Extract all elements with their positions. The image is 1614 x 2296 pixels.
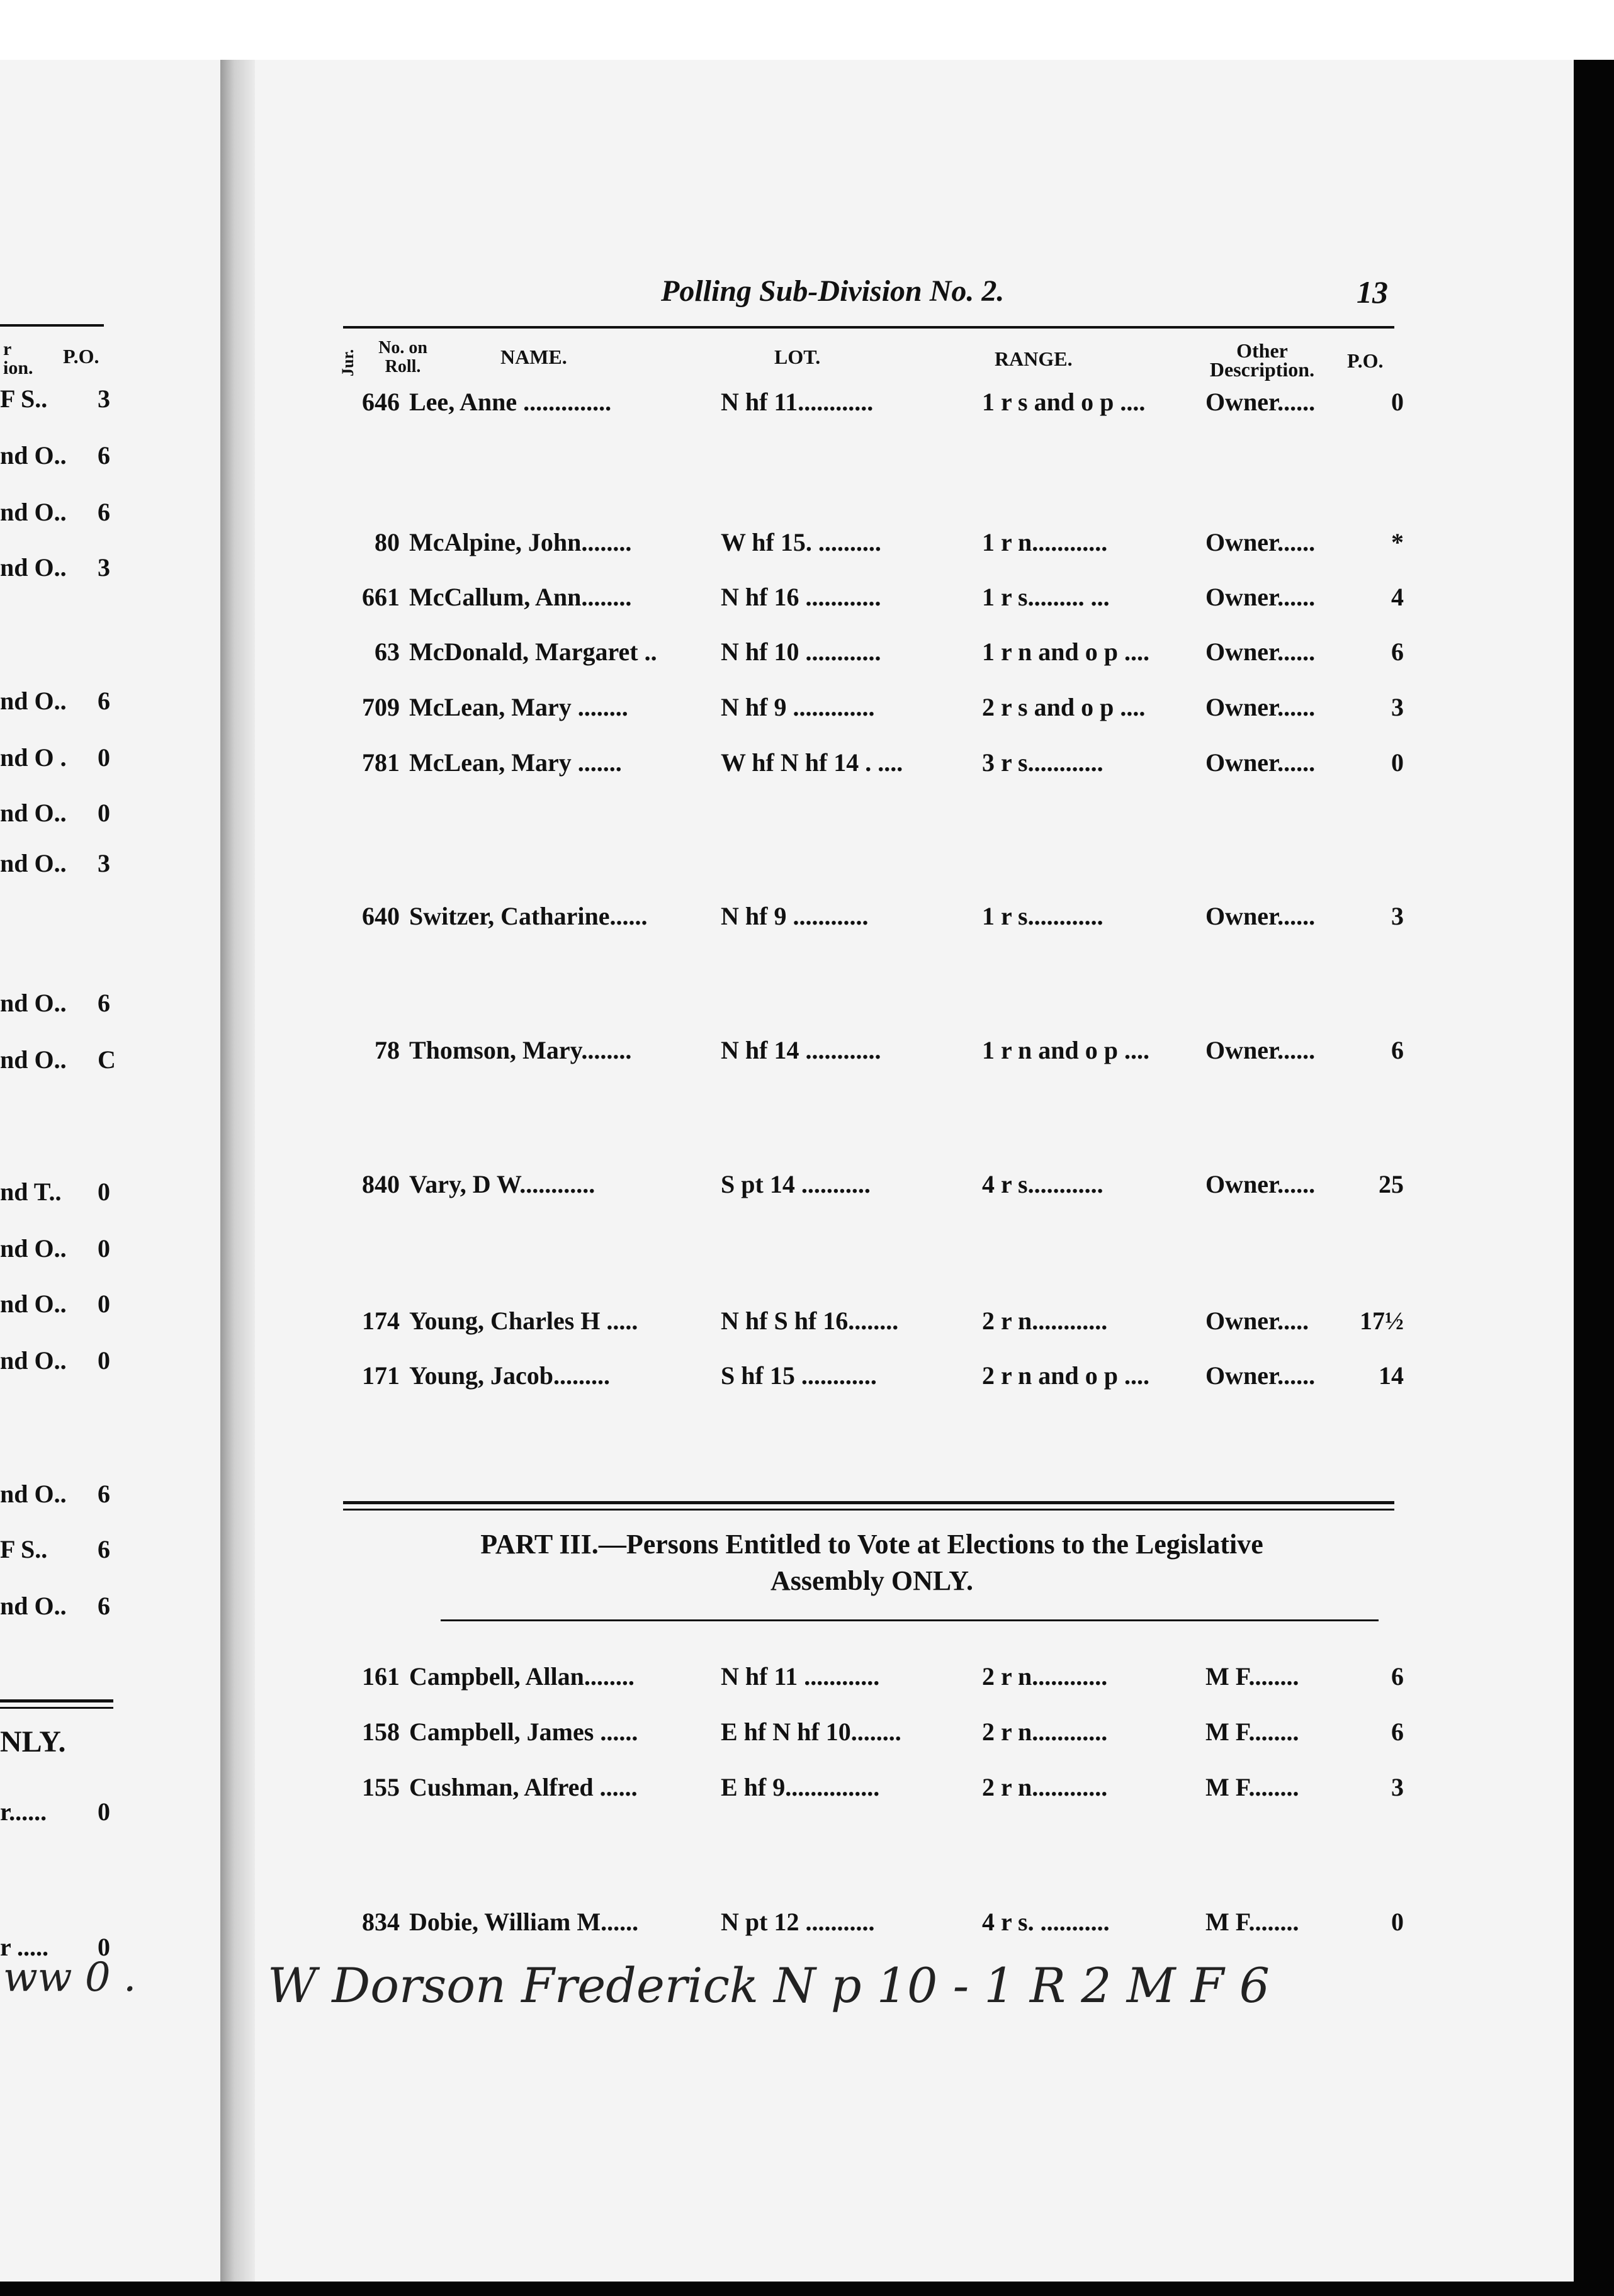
table-row [340, 1306, 1404, 1344]
left-row-text: nd O . [0, 743, 67, 772]
page-number: 13 [1357, 274, 1388, 310]
range: 4 r s............ [982, 1170, 1103, 1198]
lot: W hf N hf 14 . .... [721, 748, 903, 777]
left-row-po: 6 [98, 498, 110, 526]
left-row [0, 384, 110, 414]
left-row-po: 0 [98, 1290, 110, 1318]
left-row-po: 0 [98, 1346, 110, 1375]
left-row [0, 848, 110, 878]
po-number: 6 [1391, 638, 1404, 666]
column-name: NAME. [500, 346, 567, 368]
left-row [0, 1725, 66, 1759]
po-number: 6 [1391, 1036, 1404, 1064]
left-row-text: nd O.. [0, 1234, 67, 1263]
table-row [340, 1169, 1404, 1207]
roll-number: 78 [375, 1036, 400, 1064]
roll-number: 646 [362, 388, 400, 416]
left-row-po: 0 [98, 1234, 110, 1263]
column-po: P.O. [1347, 349, 1384, 372]
range: 1 r s......... ... [982, 583, 1110, 611]
other-description: Owner...... [1205, 748, 1316, 777]
lot: N pt 12 ........... [721, 1908, 875, 1936]
lot: N hf 16 ............ [721, 583, 881, 611]
left-row-po: 3 [98, 849, 110, 877]
roll-number: 161 [362, 1662, 400, 1691]
roll-number: 174 [362, 1307, 400, 1335]
voter-name: Vary, D W............ [409, 1170, 595, 1198]
part3-title-line2: Assembly ONLY. [770, 1565, 973, 1596]
roll-number: 640 [362, 902, 400, 930]
left-row-text: nd O.. [0, 1480, 67, 1508]
voter-name: Cushman, Alfred ...... [409, 1773, 638, 1801]
left-row-text: nd O.. [0, 799, 67, 827]
roll-number: 63 [375, 638, 400, 666]
left-row-po: 3 [98, 553, 110, 582]
lot: S hf 15 ............ [721, 1361, 877, 1390]
column-no-on-roll: No. on Roll. [378, 338, 427, 376]
part3-title [343, 1526, 1401, 1599]
roll-number: 158 [362, 1718, 400, 1746]
roll-number: 834 [362, 1908, 400, 1936]
voter-name: McAlpine, John........ [409, 528, 632, 556]
lot: N hf 14 ............ [721, 1036, 881, 1064]
range: 2 r n and o p .... [982, 1361, 1150, 1390]
roll-number: 80 [375, 528, 400, 556]
po-number: 6 [1391, 1718, 1404, 1746]
table-row [340, 1717, 1404, 1755]
left-row [0, 743, 110, 772]
left-row-po: 0 [98, 743, 110, 772]
table-row [340, 901, 1404, 939]
table-row [340, 1035, 1404, 1073]
other-description: M F........ [1205, 1662, 1299, 1691]
other-description: Owner...... [1205, 693, 1316, 721]
left-handwritten-fragment: ww 0 . [3, 1954, 137, 2001]
table-row [340, 1907, 1404, 1945]
table-row [340, 1772, 1404, 1810]
left-row-po: 3 [98, 385, 110, 413]
range: 1 r n and o p .... [982, 1036, 1150, 1064]
range: 2 r n............ [982, 1773, 1108, 1801]
range: 2 r s and o p .... [982, 693, 1146, 721]
other-description: M F........ [1205, 1773, 1299, 1801]
other-description: Owner...... [1205, 583, 1316, 611]
left-row-po: 0 [98, 799, 110, 827]
left-row-text: nd O.. [0, 1346, 67, 1375]
other-description: Owner...... [1205, 638, 1316, 666]
lot: E hf 9............... [721, 1773, 880, 1801]
other-description: Owner...... [1205, 528, 1316, 556]
voter-name: McLean, Mary ....... [409, 748, 622, 777]
range: 1 r s............ [982, 902, 1103, 930]
range: 3 r s............ [982, 748, 1103, 777]
po-number: 0 [1391, 388, 1404, 416]
po-number: * [1391, 528, 1404, 556]
range: 2 r n............ [982, 1307, 1108, 1335]
left-row-po: 0 [98, 1933, 110, 1961]
roll-number: 171 [362, 1361, 400, 1390]
roll-number: 840 [362, 1170, 400, 1198]
other-description: M F........ [1205, 1718, 1299, 1746]
lot: N hf 9 ............ [721, 902, 869, 930]
left-row-text: nd O.. [0, 849, 67, 877]
page-title: Polling Sub-Division No. 2. [661, 274, 1005, 308]
left-row-po: 6 [98, 1592, 110, 1620]
roll-number: 709 [362, 693, 400, 721]
column-other-description: Other Description. [1209, 339, 1315, 381]
left-row [0, 1534, 110, 1564]
left-row [0, 686, 110, 716]
left-row-text: nd O.. [0, 1592, 67, 1620]
voter-name: McCallum, Ann........ [409, 583, 632, 611]
left-row-po: 6 [98, 989, 110, 1017]
lot: E hf N hf 10........ [721, 1718, 901, 1746]
left-row-po: 6 [98, 1535, 110, 1563]
left-row-text: nd O.. [0, 1290, 67, 1318]
range: 2 r n............ [982, 1662, 1108, 1691]
left-row-text: nd O.. [0, 687, 67, 715]
left-row [0, 1177, 110, 1207]
voter-name: Dobie, William M...... [409, 1908, 639, 1936]
po-number: 17½ [1360, 1307, 1404, 1335]
voter-name: Young, Charles H ..... [409, 1307, 638, 1335]
voter-name: Lee, Anne .............. [409, 388, 612, 416]
left-row-text: F S.. [0, 385, 48, 413]
left-row-po: 0 [98, 1178, 110, 1206]
page-gutter [220, 60, 255, 2282]
left-row-po: C [98, 1045, 116, 1074]
left-row-text: nd T.. [0, 1178, 62, 1206]
other-description: Owner..... [1205, 1307, 1309, 1335]
part3-title-rule [441, 1619, 1379, 1621]
left-row-po: 6 [98, 441, 110, 470]
left-header-po: P.O. [63, 345, 99, 368]
left-row-text: nd O.. [0, 1045, 67, 1074]
po-number: 3 [1391, 1773, 1404, 1801]
lot: N hf 11............ [721, 388, 874, 416]
table-row [340, 387, 1404, 425]
left-row-text: nd O.. [0, 498, 67, 526]
range: 1 r n and o p .... [982, 638, 1150, 666]
left-row-text: F S.. [0, 1535, 48, 1563]
left-row-text: nd O.. [0, 989, 67, 1017]
left-row [0, 1591, 110, 1621]
range: 4 r s. ........... [982, 1908, 1110, 1936]
range: 1 r n............ [982, 528, 1108, 556]
left-row [0, 1346, 110, 1375]
voter-name: Young, Jacob......... [409, 1361, 610, 1390]
po-number: 3 [1391, 693, 1404, 721]
left-row-po: 0 [98, 1798, 110, 1826]
column-jur: Jur. [339, 349, 357, 376]
lot: S pt 14 ........... [721, 1170, 871, 1198]
left-row [0, 1289, 110, 1319]
left-row [0, 553, 110, 582]
table-row [340, 527, 1404, 565]
roll-number: 155 [362, 1773, 400, 1801]
left-double-rule-2 [0, 1707, 113, 1709]
po-number: 6 [1391, 1662, 1404, 1691]
part3-title-prefix: PART III. [480, 1529, 599, 1560]
left-row-text: nd O.. [0, 553, 67, 582]
left-row [0, 798, 110, 828]
left-row [0, 441, 110, 470]
roll-number: 781 [362, 748, 400, 777]
scan-top-margin [0, 0, 1614, 60]
lot: W hf 15. .......... [721, 528, 881, 556]
left-row [0, 1045, 116, 1074]
left-row-po: 6 [98, 687, 110, 715]
left-row [0, 988, 110, 1018]
voter-name: McDonald, Margaret .. [409, 638, 657, 666]
part3-title-rest: —Persons Entitled to Vote at Elections to the Legislative [598, 1529, 1263, 1560]
table-row [340, 1361, 1404, 1398]
column-range: RANGE. [995, 347, 1073, 370]
table-row [340, 637, 1404, 675]
range: 1 r s and o p .... [982, 388, 1146, 416]
left-header-rule [0, 324, 104, 327]
other-description: M F........ [1205, 1908, 1299, 1936]
other-description: Owner...... [1205, 902, 1316, 930]
roll-number: 661 [362, 583, 400, 611]
lot: N hf S hf 16........ [721, 1307, 899, 1335]
po-number: 0 [1391, 748, 1404, 777]
handwritten-entry: W Dorson Frederick N p 10 - 1 R 2 M F 6 [268, 1957, 1270, 2013]
po-number: 3 [1391, 902, 1404, 930]
table-row [340, 692, 1404, 730]
lot: N hf 9 ............. [721, 693, 875, 721]
po-number: 0 [1391, 1908, 1404, 1936]
part3-double-rule-1 [343, 1501, 1394, 1504]
other-description: Owner...... [1205, 388, 1316, 416]
left-row [0, 1234, 110, 1263]
voter-name: Switzer, Catharine...... [409, 902, 648, 930]
voter-name: Campbell, Allan........ [409, 1662, 635, 1691]
table-row [340, 748, 1404, 785]
left-row-text: r...... [0, 1798, 47, 1826]
left-row-text: r ..... [0, 1933, 49, 1961]
column-lot: LOT. [774, 346, 821, 368]
voter-name: McLean, Mary ........ [409, 693, 628, 721]
left-row-text: nd O.. [0, 441, 67, 470]
lot: N hf 10 ............ [721, 638, 881, 666]
other-description: Owner...... [1205, 1036, 1316, 1064]
left-row [0, 497, 110, 527]
lot: N hf 11 ............ [721, 1662, 880, 1691]
table-row [340, 582, 1404, 620]
left-row [0, 1479, 110, 1509]
left-header-fragment: r ion. [3, 339, 33, 378]
table-row [340, 1662, 1404, 1699]
voter-name: Campbell, James ...... [409, 1718, 638, 1746]
left-row-text: NLY. [0, 1725, 66, 1759]
range: 2 r n............ [982, 1718, 1108, 1746]
po-number: 25 [1379, 1170, 1404, 1198]
voter-name: Thomson, Mary........ [409, 1036, 632, 1064]
other-description: Owner...... [1205, 1170, 1316, 1198]
part3-double-rule-2 [343, 1509, 1394, 1511]
header-rule [343, 326, 1394, 329]
po-number: 14 [1379, 1361, 1404, 1390]
left-row-po: 6 [98, 1480, 110, 1508]
left-row [0, 1797, 110, 1826]
po-number: 4 [1391, 583, 1404, 611]
left-double-rule-1 [0, 1699, 113, 1702]
other-description: Owner...... [1205, 1361, 1316, 1390]
